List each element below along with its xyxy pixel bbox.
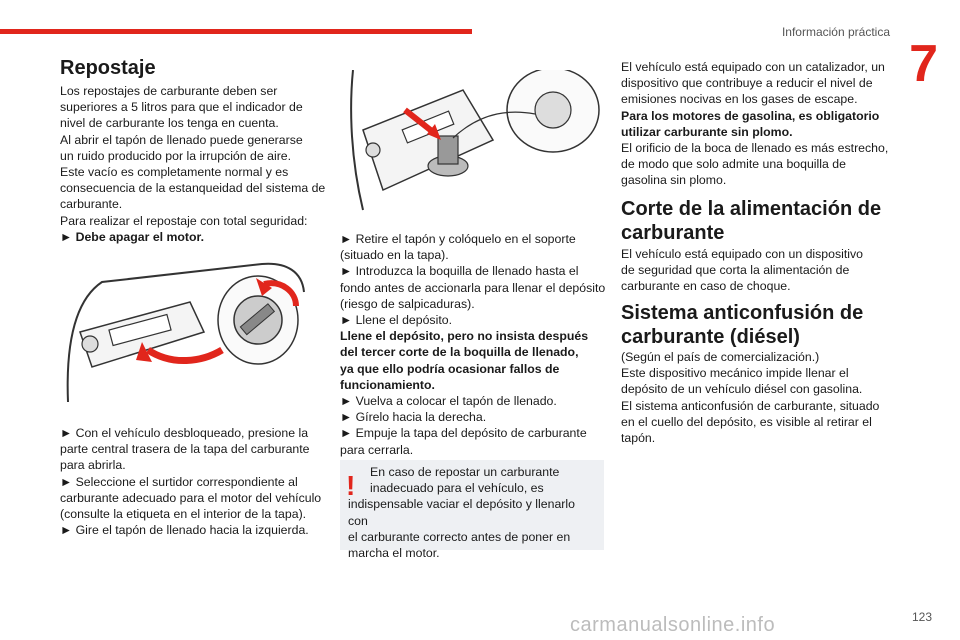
bold-step: ► Debe apagar el motor. <box>60 229 205 244</box>
text-line: gasolina sin plomo. <box>621 173 727 188</box>
heading-fuel-cutoff <box>621 197 889 245</box>
text-line: tapón. <box>621 431 656 446</box>
text-line: Este vacío es completamente normal y es <box>60 165 289 180</box>
warning-exclamation-icon: ! <box>346 470 356 501</box>
text-line: indispensable vaciar el depósito y llenarlo con <box>348 497 575 528</box>
fuel-flap-illustration <box>62 262 306 412</box>
text-line: parte central trasera de la tapa del carburante <box>60 442 310 457</box>
text-line: ► Llene el depósito. <box>340 313 452 328</box>
catalyst-text <box>621 59 889 189</box>
heading-repostaje: Repostaje <box>60 57 156 79</box>
text-line: de seguridad que corta la alimentación de <box>621 263 850 278</box>
text-line: ► Retire el tapón y colóquelo en el soporte <box>340 232 576 246</box>
text-line: ► Empuje la tapa del depósito de carburante <box>340 426 587 441</box>
text-line: de modo que solo admite una boquilla de <box>621 157 846 172</box>
heading-line: Corte de la alimentación de <box>621 198 882 220</box>
bold-line: funcionamiento. <box>340 377 435 392</box>
header-accent-bar <box>0 29 472 34</box>
text-line: ► Gírelo hacia la derecha. <box>340 410 487 425</box>
steps-text <box>60 425 326 538</box>
heading-line: carburante (diésel) <box>621 326 800 348</box>
warning-box <box>340 460 604 561</box>
chapter-number: 7 <box>909 35 938 93</box>
text-line: (consulte la etiqueta en el interior de la tapa). <box>60 507 307 522</box>
text-line: carburante. <box>60 197 123 212</box>
bold-line: Para los motores de gasolina, es obligatorio <box>621 108 880 123</box>
bold-line: utilizar carburante sin plomo. <box>621 124 793 139</box>
steps-text <box>340 231 606 458</box>
text-line: Los repostajes de carburante deben ser <box>60 84 278 98</box>
text-line: ► Con el vehículo desbloqueado, presione la <box>60 426 309 440</box>
bold-line: ya que ello podría ocasionar fallos de <box>340 361 560 376</box>
text-line: carburante adecuado para el motor del vehículo <box>60 490 322 505</box>
text-line: el carburante correcto antes de poner en <box>348 529 571 544</box>
text-line: marcha el motor. <box>348 546 440 561</box>
text-line: en el cuello del depósito, es visible al retirar el <box>621 414 872 429</box>
heading-line: carburante <box>621 222 725 244</box>
text-line: emisiones nocivas en los gases de escape. <box>621 92 858 107</box>
text-line: El vehículo está equipado con un dispositivo <box>621 247 863 261</box>
text-line: (riesgo de salpicaduras). <box>340 296 475 311</box>
bold-line: del tercer corte de la boquilla de llenado, <box>340 345 579 360</box>
text-line: ► Vuelva a colocar el tapón de llenado. <box>340 394 557 409</box>
text-line: En caso de repostar un carburante <box>370 465 560 479</box>
watermark: carmanualsonline.info <box>570 614 776 636</box>
heading-line: Sistema anticonfusión de <box>621 302 864 324</box>
text-line: ► Gire el tapón de llenado hacia la izquierda. <box>60 523 309 538</box>
text-line: ► Introduzca la boquilla de llenado hasta el <box>340 264 579 279</box>
text-line: inadecuado para el vehículo, es <box>370 481 544 496</box>
section-title: Información práctica <box>781 25 890 39</box>
text-line: Al abrir el tapón de llenado puede generarse <box>60 132 303 147</box>
text-line: para abrirla. <box>60 458 126 473</box>
text-line: fondo antes de accionarla para llenar el depósito <box>340 280 606 295</box>
text-line: depósito de un vehículo diésel con gasolina. <box>621 382 863 397</box>
text-line: consecuencia de la estanqueidad del sistema de <box>60 181 326 196</box>
text-line: superiores a 5 litros para que el indicador de <box>60 100 303 115</box>
text-line: dispositivo que contribuye a reducir el nivel de <box>621 76 873 91</box>
text-line: carburante en caso de choque. <box>621 279 791 294</box>
fuel-cutoff-text <box>621 246 889 295</box>
heading-misfuel-prevention <box>621 301 889 349</box>
page-number: 123 <box>911 610 932 624</box>
text-line: El sistema anticonfusión de carburante, situado <box>621 398 880 413</box>
text-line: (Según el país de comercialización.) <box>621 350 820 364</box>
text-line: un ruido producido por la irrupción de aire. <box>60 148 292 163</box>
text-line: El vehículo está equipado con un catalizador, un <box>621 60 885 74</box>
fuel-cap-removal-illustration <box>343 70 607 215</box>
text-line: nivel de carburante los tenga en cuenta. <box>60 116 279 131</box>
text-line: (situado en la tapa). <box>340 248 449 263</box>
text-line: para cerrarla. <box>340 442 414 457</box>
bold-line: Llene el depósito, pero no insista después <box>340 329 589 344</box>
text-line: El orificio de la boca de llenado es más estrecho, <box>621 141 889 156</box>
text-line: ► Seleccione el surtidor correspondiente al <box>60 474 298 489</box>
intro-text <box>60 83 326 245</box>
warning-text <box>348 464 598 561</box>
text-line: Para realizar el repostaje con total seguridad: <box>60 213 308 228</box>
text-line: Este dispositivo mecánico impide llenar el <box>621 366 849 381</box>
misfuel-text <box>621 349 889 446</box>
